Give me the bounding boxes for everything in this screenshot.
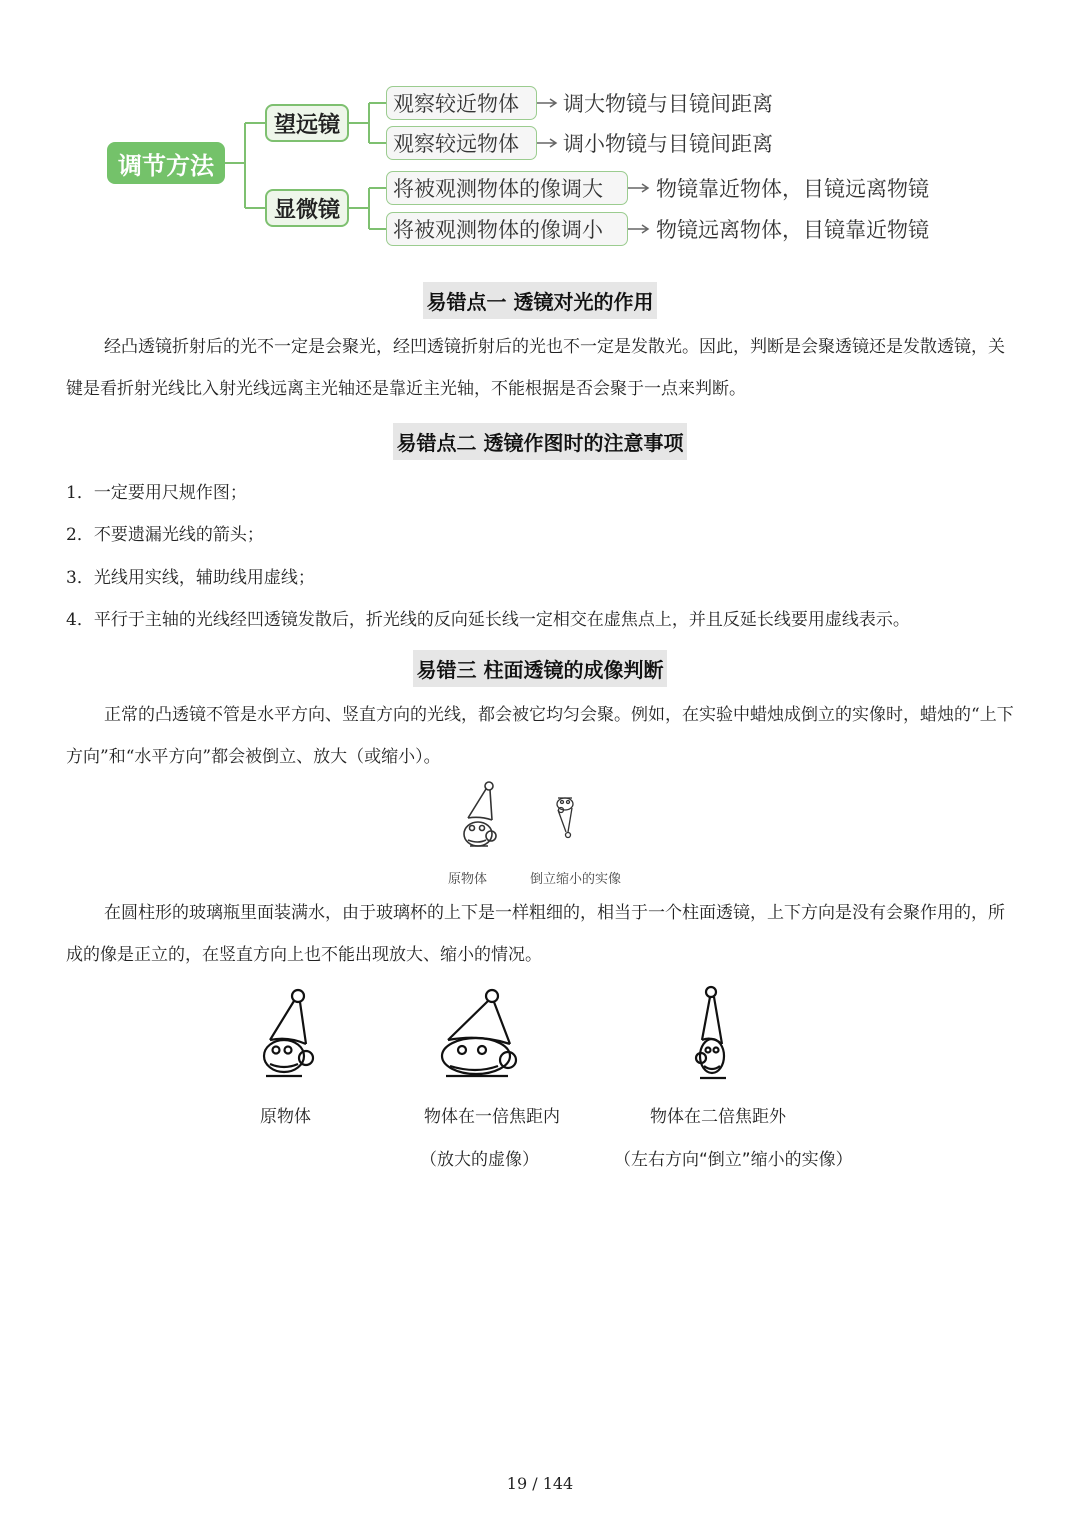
mindmap-result: 物镜靠近物体，目镜远离物镜 [656, 177, 929, 201]
section3-title: 易错三 柱面透镜的成像判断 [413, 650, 668, 687]
section-heading [0, 650, 1080, 687]
figure1-caption: 倒立缩小的实像 [530, 872, 622, 887]
mindmap-branch-telescope: 望远镜 [265, 104, 349, 142]
figure2-caption: （放大的虚像） [420, 1150, 539, 1170]
figure1-caption: 原物体 [448, 872, 488, 887]
figure2-caption: 物体在一倍焦距内 [424, 1107, 560, 1127]
section-heading [0, 423, 1080, 460]
page-number: 19 / 144 [506, 1474, 574, 1493]
mindmap-result: 调大物镜与目镜间距离 [563, 92, 773, 116]
clown-original-small [464, 782, 496, 846]
section1-title: 易错点一 透镜对光的作用 [423, 282, 658, 319]
figure1-drawing [440, 780, 640, 860]
section3-paragraph2: 在圆柱形的玻璃瓶里面装满水，由于玻璃杯的上下是一样粗细的，相当于一个柱面透镜，上下方向是没有会聚作用的，所成的像是正立的，在竖直方向上也不能出现放大、缩小的情况。 [66, 903, 1005, 965]
figure2-caption: （左右方向“倒立”缩小的实像） [614, 1150, 853, 1170]
figure2-drawing [240, 980, 800, 1090]
mindmap-result: 调小物镜与目镜间距离 [563, 132, 773, 156]
list-item: 1．一定要用尺规作图； [66, 483, 247, 503]
mindmap-condition: 将被观测物体的像调小 [386, 212, 628, 246]
section2-title: 易错点二 透镜作图时的注意事项 [393, 423, 688, 460]
list-item: 3．光线用实线，辅助线用虚线； [66, 568, 315, 588]
section-heading [0, 282, 1080, 319]
mindmap-root: 调节方法 [107, 142, 225, 184]
clown-original [264, 990, 313, 1076]
figure2-caption: 物体在二倍焦距外 [650, 1107, 786, 1127]
list-item: 4．平行于主轴的光线经凹透镜发散后，折光线的反向延长线一定相交在虚焦点上，并且反延长线要用虚线表示。 [66, 610, 910, 630]
mindmap-branch-microscope: 显微镜 [265, 189, 349, 227]
clown-magnified [442, 990, 516, 1076]
mindmap-condition: 观察较远物体 [386, 126, 537, 160]
section1-paragraph: 经凸透镜折射后的光不一定是会聚光，经凹透镜折射后的光也不一定是发散光。因此，判断是会聚透镜还是发散透镜，关键是看折射光线比入射光线远离主光轴还是靠近主光轴，不能根据是否会聚于一点来判断。 [66, 337, 1005, 399]
figure2-caption: 原物体 [260, 1107, 311, 1127]
mindmap-condition: 观察较近物体 [386, 86, 537, 120]
section3-paragraph1: 正常的凸透镜不管是水平方向、竖直方向的光线，都会被它均匀会聚。例如，在实验中蜡烛成倒立的实像时，蜡烛的“上下方向”和“水平方向”都会被倒立、放大（或缩小）。 [66, 705, 1014, 767]
mindmap-condition: 将被观测物体的像调大 [386, 171, 628, 205]
mindmap [0, 0, 1080, 260]
clown-narrow [696, 987, 726, 1078]
mindmap-result: 物镜远离物体，目镜靠近物镜 [656, 218, 929, 242]
list-item: 2．不要遗漏光线的箭头； [66, 525, 264, 545]
clown-inverted-small [557, 798, 573, 838]
